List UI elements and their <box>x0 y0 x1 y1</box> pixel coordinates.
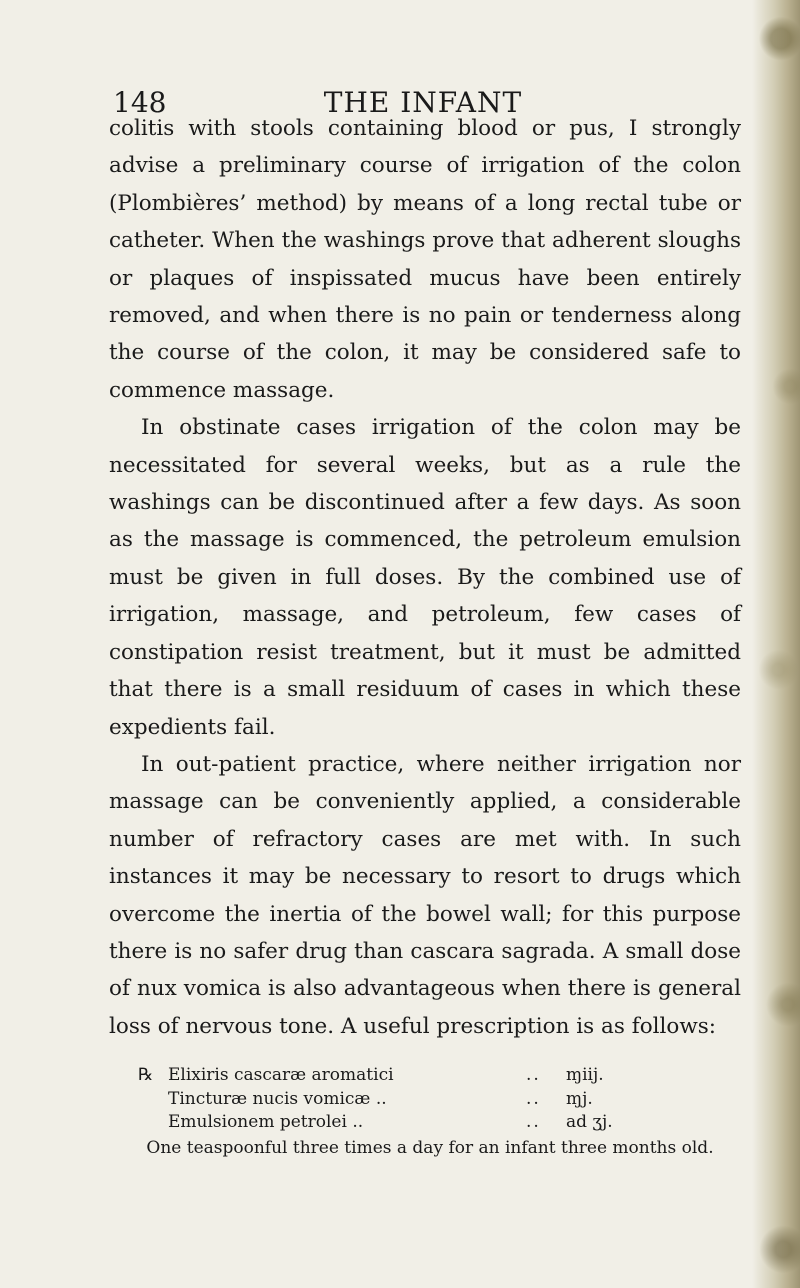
page-number: 148 <box>113 86 167 119</box>
prescription-quantity: ɱiij. <box>566 1065 604 1085</box>
prescription-quantity: ɱj. <box>566 1088 593 1109</box>
dot-leader: .. <box>526 1112 541 1132</box>
page-edge-stains <box>752 0 800 1288</box>
recipe-symbol: ℞ <box>138 1065 154 1085</box>
prescription-drug: Tincturæ nucis vomicæ .. <box>168 1088 387 1109</box>
paragraph: In obstinate cases irrigation of the colon may be necessitated for several weeks, but as a rule the washings can be discontinued after a few days. As soon as the massage is commenced, the petroleum emulsion must be given in full doses. By the combined use of irrigation, massage, and petroleum, few cases of constipation resist treatment, but it must be admitted that there is a small residuum of cases in which these expedients fail. <box>109 415 741 740</box>
paragraph: colitis with stools containing blood or pus, I strongly advise a preliminary course of irrigation of the colon (Plombières’ method) by means of a long rectal tube or catheter. When the washings prove that adherent sloughs or plaques of inspissated mucus have been entirely removed, and when there is no pain or tenderness along the course of the colon, it may be considered safe to commence massage. <box>109 116 741 403</box>
dot-leader: .. <box>526 1065 541 1085</box>
prescription-drug: Elixiris cascaræ aromatici <box>168 1065 394 1085</box>
body-text <box>109 110 741 1045</box>
paragraph: In out-patient practice, where neither irrigation nor massage can be conveniently applied, a considerable number of refractory cases are met with. In such instances it may be necessary to resort to drugs which overcome the inertia of the bowel wall; for this purpose there is no safer drug than cascara sagrada. A small dose of nux vomica is also advantageous when there is general loss of nervous tone. A useful prescription is as follows: <box>109 751 741 1039</box>
prescription <box>138 1064 698 1135</box>
prescription-directions: One teaspoonful three times a day for an infant three months old. <box>146 1138 714 1158</box>
prescription-line <box>138 1064 698 1088</box>
running-title: THE INFANT <box>323 86 523 119</box>
prescription-line <box>138 1088 698 1112</box>
dot-leader: .. <box>526 1088 541 1109</box>
prescription-line <box>138 1111 698 1135</box>
prescription-drug: Emulsionem petrolei .. <box>168 1112 364 1132</box>
prescription-quantity: ad ʒj. <box>566 1112 613 1132</box>
